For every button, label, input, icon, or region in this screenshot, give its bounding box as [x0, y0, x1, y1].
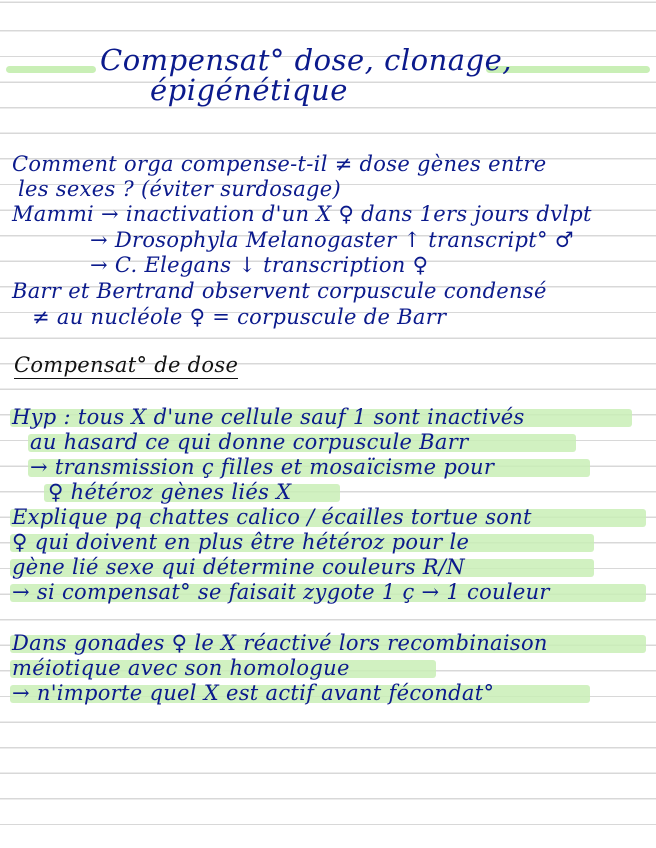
note-line: → C. Elegans ↓ transcription ♀: [90, 253, 429, 277]
page-title-line1: Compensat° dose, clonage,: [100, 43, 512, 77]
section-heading: Compensat° de dose: [14, 353, 239, 377]
note-line: → n'importe quel X est actif avant fécondat°: [12, 681, 495, 705]
note-line: Explique pq chattes calico / écailles tortue sont: [12, 505, 532, 529]
note-line: ♀ hétéroz gènes liés X: [48, 480, 292, 504]
note-line: Mammi → inactivation d'un X ♀ dans 1ers jours dvlpt: [12, 202, 592, 226]
title-highlight-left: [6, 66, 96, 73]
note-line: gène lié sexe qui détermine couleurs R/N: [12, 555, 465, 579]
note-line: Comment orga compense-t-il ≠ dose gènes entre: [12, 152, 547, 176]
note-line: ≠ au nucléole ♀ = corpuscule de Barr: [32, 305, 447, 329]
note-line: Hyp : tous X d'une cellule sauf 1 sont inactivés: [12, 405, 525, 429]
note-line: → si compensat° se faisait zygote 1 ç → 1 couleur: [12, 580, 550, 604]
note-line: méiotique avec son homologue: [12, 656, 350, 680]
note-line: Barr et Bertrand observent corpuscule condensé: [12, 279, 547, 303]
note-line: au hasard ce qui donne corpuscule Barr: [30, 430, 469, 454]
note-line: Dans gonades ♀ le X réactivé lors recombinaison: [12, 631, 548, 655]
note-line: ♀ qui doivent en plus être hétéroz pour le: [12, 530, 470, 554]
note-line: les sexes ? (éviter surdosage): [18, 177, 342, 201]
note-line: → Drosophyla Melanogaster ↑ transcript° ♂: [90, 228, 574, 252]
note-line: → transmission ç filles et mosaïcisme pour: [30, 455, 495, 479]
page-title-line2: épigénétique: [150, 73, 348, 107]
